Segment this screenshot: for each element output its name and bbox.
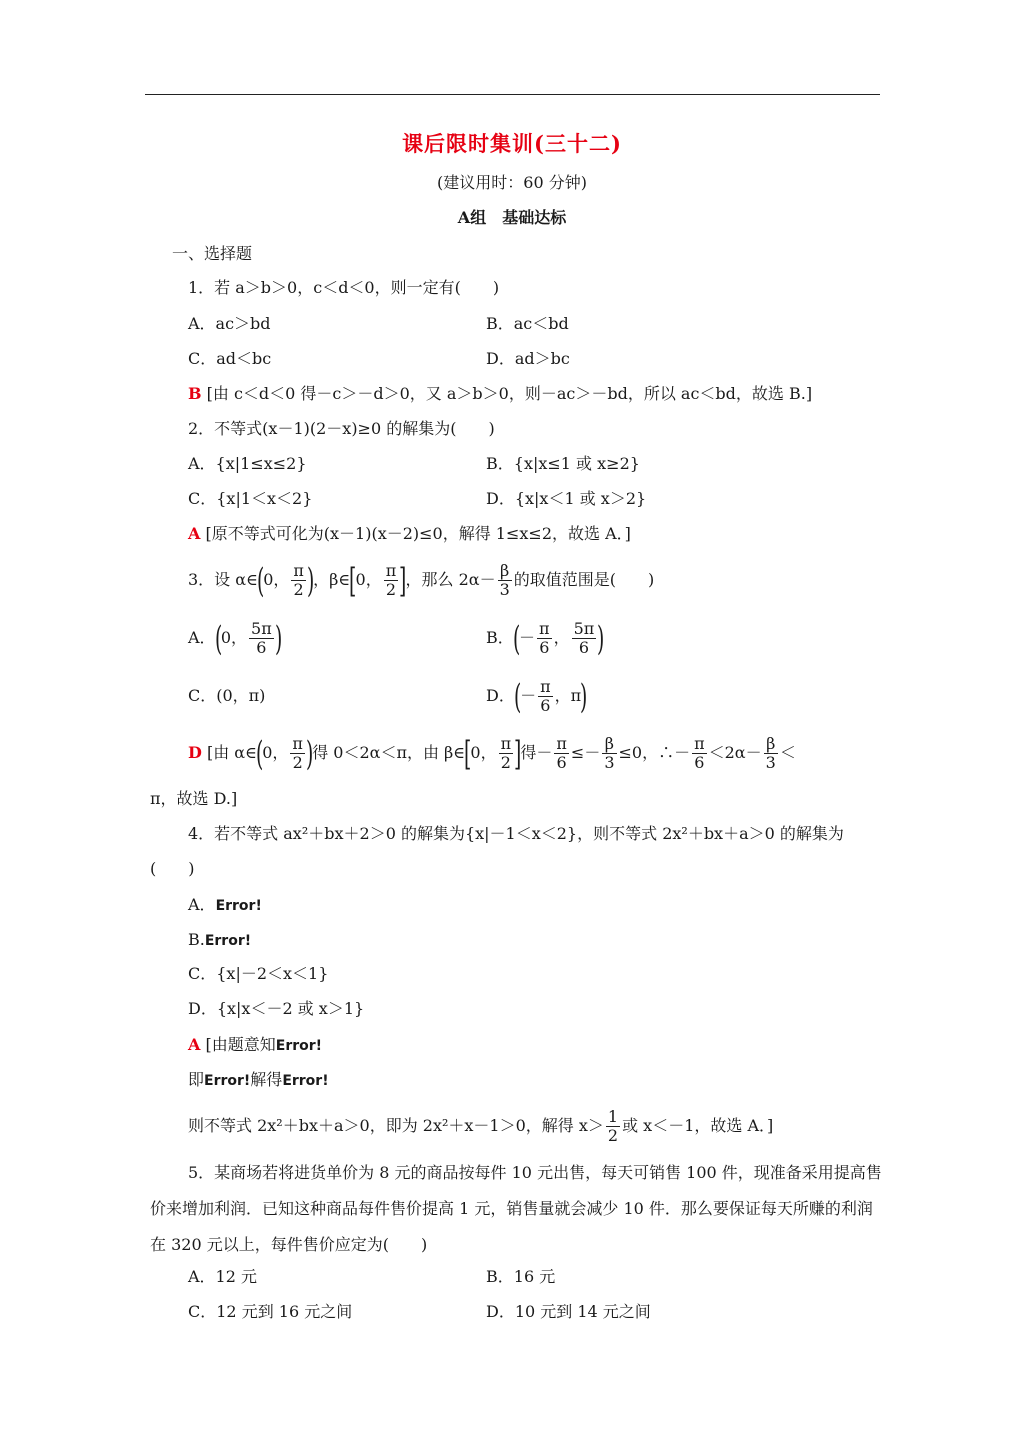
- q5-option-c: C．12 元到 16 元之间: [188, 1302, 353, 1321]
- q1-solution: [188, 384, 812, 404]
- q2-option-c: C．{x|1＜x＜2}: [188, 489, 313, 508]
- q1-option-b: B．ac＜bd: [486, 314, 569, 333]
- q3-option-c: C．(0，π): [188, 686, 266, 705]
- q3-option-d: D．(－ $\frac{\pi}{6}$ ，π): [486, 676, 588, 717]
- q3-solution: D [由 α∈(0， $\frac{\pi}{2}$ )得 0＜2α＜π，由 β∈[0， $\frac{\pi}{2}$ ]得－ $\frac{\pi}{6}$ ≤－ $\frac{\beta}{3}$ ≤0，∴－ $\frac{\pi}{6}$ ＜2α－ $\frac{\beta}{3}$ ＜: [188, 733, 796, 774]
- q2-option-b: B．{x|x≤1 或 x≥2}: [486, 454, 640, 473]
- q4-solution: A [由题意知Error!: [188, 1035, 323, 1054]
- q2-answer: A: [188, 524, 201, 543]
- q1-stem: 1．若 a＞b＞0，c＜d＜0，则一定有( ): [188, 278, 500, 297]
- q5-option-d: D．10 元到 14 元之间: [486, 1302, 651, 1321]
- q3-option-a: A．(0， $\frac{5\pi}{6}$ ): [188, 618, 282, 659]
- group-title: A组 基础达标: [457, 208, 567, 227]
- q3-solution-tail: π，故选 D.]: [150, 789, 238, 808]
- q2-solution: [188, 524, 631, 544]
- q2-option-a: A．{x|1≤x≤2}: [188, 454, 307, 473]
- time-note: (建议用时：60 分钟): [437, 173, 587, 192]
- q4-option-c: C．{x|－2＜x＜1}: [188, 964, 329, 983]
- q3-stem: 3．设 α∈(0， $\frac{\pi}{2}$ )，β∈[0， $\frac{\pi}{2}$ ]，那么 2α－ $\frac{\beta}{3}$ 的取值范围是( ): [188, 560, 655, 601]
- q4-option-d: D．{x|x＜－2 或 x＞1}: [188, 999, 365, 1018]
- q4-option-a: A．Error!: [188, 895, 262, 914]
- q2-explanation: [原不等式可化为(x－1)(x－2)≤0，解得 1≤x≤2，故选 A．]: [205, 524, 631, 543]
- q4-stem-tail: ( ): [150, 859, 195, 878]
- q4-solution-line3: 则不等式 2x²＋bx＋a＞0，即为 2x²＋x－1＞0，解得 x＞ $\frac{1}{2}$ 或 x＜－1，故选 A．]: [188, 1107, 774, 1145]
- q2-stem: 2．不等式(x－1)(2－x)≥0 的解集为( ): [188, 419, 495, 438]
- q1-answer: B: [188, 384, 202, 403]
- page-title: 课后限时集训(三十二): [402, 131, 622, 156]
- q5-option-b: B．16 元: [486, 1267, 556, 1286]
- q1-option-a: A．ac＞bd: [188, 314, 271, 333]
- q1-explanation: [由 c＜d＜0 得－c＞－d＞0，又 a＞b＞0，则－ac＞－bd，所以 ac＜bd，故选 B.]: [206, 384, 813, 403]
- q2-option-d: D．{x|x＜1 或 x＞2}: [486, 489, 647, 508]
- q4-option-b: B.Error!: [188, 930, 252, 949]
- q3-option-b: B．(－ $\frac{\pi}{6}$ ， $\frac{5\pi}{6}$ ): [486, 618, 605, 659]
- section-title: 一、选择题: [172, 244, 253, 263]
- q5-option-a: A．12 元: [188, 1267, 258, 1286]
- q5-stem: 5．某商场若将进货单价为 8 元的商品按每件 10 元出售，每天可销售 100 件，现准备采用提高售价来增加利润．已知这种商品每件售价提高 1 元，销售量就会减少 10 件．那么要保证每天所赚的利润在 320 元以上，每件售价应定为( ): [150, 1163, 882, 1254]
- q1-option-d: D．ad＞bc: [486, 349, 570, 368]
- q1-option-c: C．ad＜bc: [188, 349, 272, 368]
- q4-stem: 4．若不等式 ax²＋bx＋2＞0 的解集为{x|－1＜x＜2}，则不等式 2x²＋bx＋a＞0 的解集为: [188, 824, 844, 843]
- header-rule: [145, 94, 880, 95]
- q4-solution-line2: 即Error!解得Error!: [188, 1070, 329, 1089]
